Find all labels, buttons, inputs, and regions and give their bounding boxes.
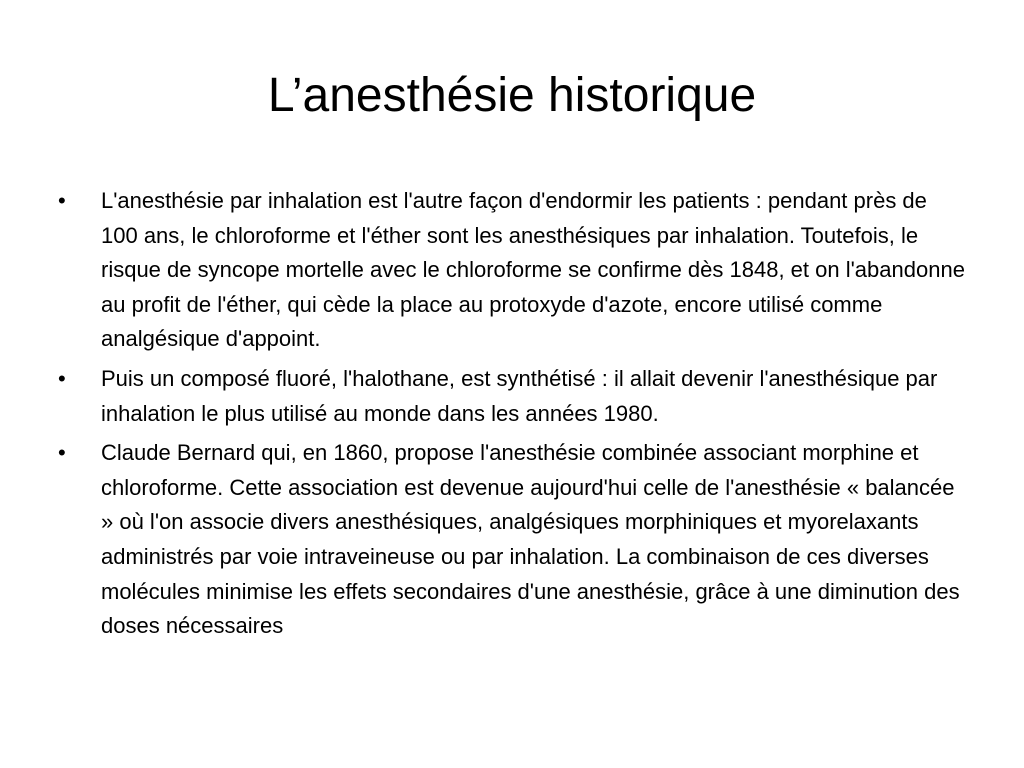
slide-title: L’anesthésie historique [267,69,757,122]
bullet-icon: • [58,188,66,213]
bullet-list [58,184,968,649]
bullet-text: Puis un composé fluoré, l'halothane, est synthétisé : il allait devenir l'anesthésique par inhalation le plus utilisé au monde dans les années 1980. [101,365,938,426]
list-item [58,436,968,644]
list-item [58,184,968,357]
bullet-text: L'anesthésie par inhalation est l'autre façon d'endormir les patients : pendant près de 100 ans, le chloroforme et l'éther sont les anesthésiques par inhalation. Toutefois, le risque de syncope mortelle avec le chloroforme se confirme dès 1848, et on l'abandonne au profit de l'éther, qui cède la place au protoxyde d'azote, encore utilisé comme analgésique d'appoint. [101,188,965,352]
bullet-icon: • [58,365,66,391]
list-item [58,362,968,431]
bullet-text: Claude Bernard qui, en 1860, propose l'anesthésie combinée associant morphine et chloroforme. Cette association est devenue aujourd'hui celle de l'anesthésie « balancée » où l'on associe divers anesthésiques, analgésiques morphiniques et myorelaxants administrés par voie intraveineuse ou par inhalation. La combinaison de ces diverses molécules minimise les effets secondaires d'une anesthésie, grâce à une diminution des doses nécessaires [101,440,960,639]
bullet-icon: • [58,440,66,466]
